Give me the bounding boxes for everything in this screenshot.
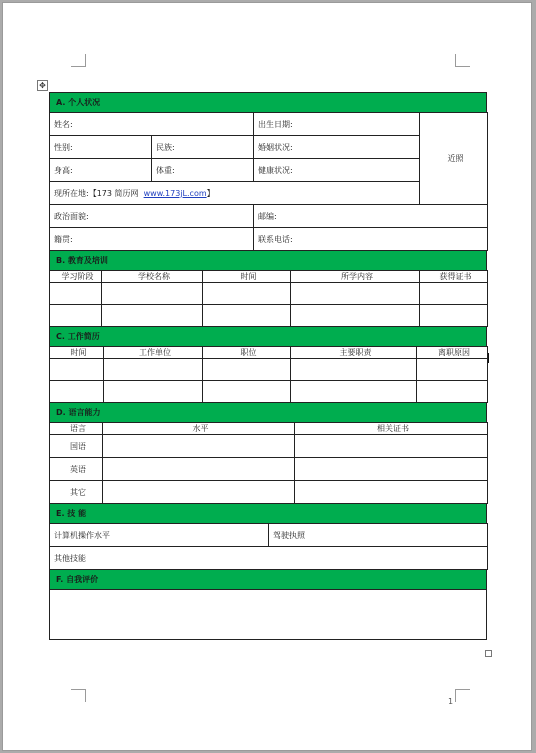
work-cell[interactable] [50,381,104,403]
lang-row-mandarin: 国语 [50,435,103,458]
political-field[interactable]: 政治面貌: [50,205,254,228]
section-personal-title: A. 个人状况 [49,92,487,113]
work-header-employer: 工作单位 [104,347,203,359]
table-row [50,435,488,458]
table-row [50,359,488,381]
residence-link[interactable]: www.173jL.com [143,188,207,198]
driving-license-field[interactable]: 驾驶执照 [269,524,488,547]
other-skills-field[interactable]: 其他技能 [50,547,488,570]
computer-skill-field[interactable]: 计算机操作水平 [50,524,269,547]
section-work-title: C. 工作简历 [49,326,487,347]
table-row [50,458,488,481]
work-header-reason: 离职原因 [417,347,488,359]
lang-row-other: 其它 [50,481,103,504]
margin-corner-bottom-right [455,689,470,702]
skills-table [49,523,488,570]
language-table [49,422,488,504]
lang-cert-cell[interactable] [295,481,488,504]
edu-header-content: 所学内容 [291,271,420,283]
section-language-title: D. 语言能力 [49,402,487,423]
section-skills-title: E. 技 能 [49,503,487,524]
photo-cell[interactable]: 近照 [420,113,488,205]
edu-cell[interactable] [50,283,102,305]
edu-header-school: 学校名称 [102,271,203,283]
lang-level-cell[interactable] [103,458,295,481]
education-table [49,270,488,327]
lang-level-cell[interactable] [103,435,295,458]
edu-cell[interactable] [203,283,291,305]
gender-field[interactable]: 性别: [50,136,152,159]
lang-header-language: 语言 [50,423,103,435]
work-table [49,346,488,403]
origin-field[interactable]: 籍贯: [50,228,254,251]
phone-field[interactable]: 联系电话: [254,228,488,251]
self-eval-field[interactable] [50,590,487,640]
residence-label: 现所在地:【173 简历网 [54,188,139,198]
move-handle-icon[interactable]: ✥ [37,80,48,91]
edu-header-cert: 获得证书 [420,271,488,283]
work-cell[interactable] [203,381,291,403]
lang-row-english: 英语 [50,458,103,481]
height-field[interactable]: 身高: [50,159,152,182]
marital-field[interactable]: 婚姻状况: [254,136,420,159]
work-header-position: 职位 [203,347,291,359]
residence-suffix: 】 [206,188,215,198]
work-cell[interactable] [417,381,488,403]
lang-level-cell[interactable] [103,481,295,504]
work-header-time: 时间 [50,347,104,359]
work-cell[interactable] [50,359,104,381]
lang-header-level: 水平 [103,423,295,435]
margin-corner-top-left [71,54,86,67]
resize-handle-icon[interactable] [485,650,492,657]
edu-cell[interactable] [291,305,420,327]
edu-cell[interactable] [420,305,488,327]
table-row [50,283,488,305]
margin-corner-top-right [455,54,470,67]
edu-cell[interactable] [291,283,420,305]
work-cell[interactable] [291,381,417,403]
edu-cell[interactable] [102,283,203,305]
edu-header-stage: 学习阶段 [50,271,102,283]
residence-field[interactable] [50,182,420,205]
table-row [50,305,488,327]
work-cell[interactable] [291,359,417,381]
weight-field[interactable]: 体重: [152,159,254,182]
margin-corner-bottom-left [71,689,86,702]
page-number: 1 [448,697,454,706]
edu-header-time: 时间 [203,271,291,283]
lang-cert-cell[interactable] [295,458,488,481]
name-field[interactable]: 姓名: [50,113,254,136]
edu-cell[interactable] [50,305,102,327]
table-row [50,481,488,504]
personal-table [49,112,488,251]
work-cell[interactable] [104,381,203,403]
edu-cell[interactable] [203,305,291,327]
work-header-duties: 主要职责 [291,347,417,359]
birth-field[interactable]: 出生日期: [254,113,420,136]
health-field[interactable]: 健康状况: [254,159,420,182]
lang-cert-cell[interactable] [295,435,488,458]
table-row [50,381,488,403]
postcode-field[interactable]: 邮编: [254,205,488,228]
section-education-title: B. 教育及培训 [49,250,487,271]
resume-form [49,92,487,640]
edu-cell[interactable] [102,305,203,327]
work-cell[interactable] [104,359,203,381]
lang-header-cert: 相关证书 [295,423,488,435]
work-cell[interactable] [203,359,291,381]
section-self-eval-title: F. 自我评价 [49,569,487,590]
ethnicity-field[interactable]: 民族: [152,136,254,159]
self-eval-table [49,589,487,640]
edu-cell[interactable] [420,283,488,305]
work-cell[interactable] [417,359,488,381]
